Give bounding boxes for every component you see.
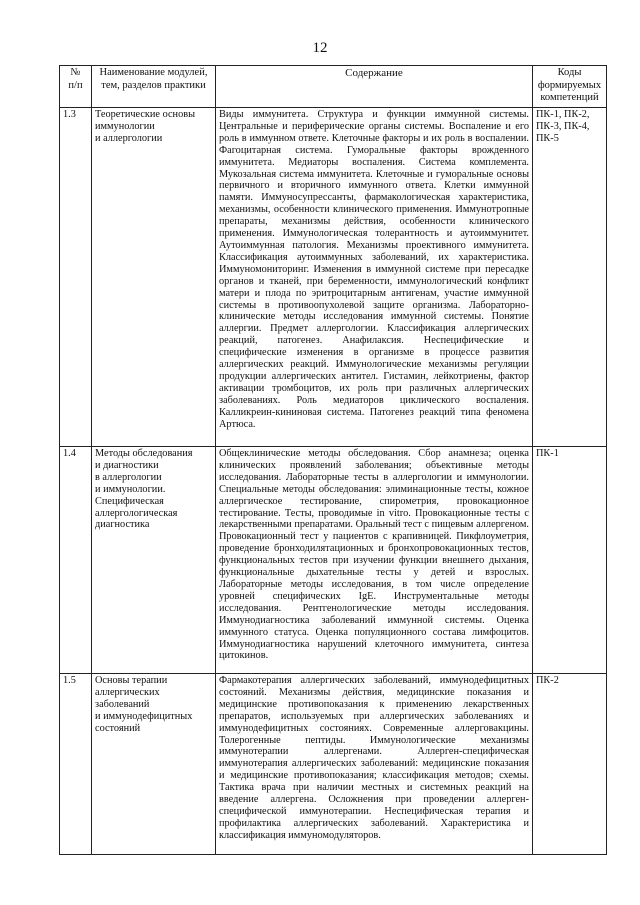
row-module-name	[92, 108, 216, 447]
module-name-line: иммунологии	[95, 120, 155, 132]
header-name-line: тем, разделов практики	[101, 79, 206, 91]
table-header-row	[60, 66, 607, 108]
row-competency-codes	[533, 447, 607, 674]
module-name-line: аллергических	[95, 686, 160, 698]
header-module-name	[92, 66, 216, 108]
module-name-line: Методы обследования	[95, 448, 193, 459]
table-row	[60, 108, 607, 447]
row-competency-codes	[533, 108, 607, 447]
module-name-line: и иммунологии.	[95, 483, 166, 495]
code-line: ПК-1	[536, 448, 559, 459]
header-content: Содержание	[216, 66, 533, 108]
row-number: 1.5	[60, 674, 92, 855]
code-line: ПК-1, ПК-2,	[536, 109, 590, 120]
code-line: ПК-2	[536, 675, 559, 686]
header-codes-line: компетенций	[540, 92, 599, 103]
module-name-line: Специфическая	[95, 495, 164, 507]
module-name-line: в аллергологии	[95, 471, 162, 483]
header-codes-line: формируемых	[537, 79, 602, 91]
module-name-line: и диагностики	[95, 459, 159, 471]
page-number: 12	[312, 40, 328, 56]
curriculum-table	[59, 65, 607, 855]
header-competency-codes	[533, 66, 607, 108]
module-name-line: аллергологическая	[95, 507, 178, 519]
row-competency-codes	[533, 674, 607, 855]
module-name-line: и иммунодефицитных	[95, 710, 193, 722]
module-name-line: заболеваний	[95, 698, 150, 710]
row-content: Фармакотерапия аллергических заболеваний, иммунодефицитных состояний. Механизмы действия, медицинские показания и медицинские противопоказания к применению лекарственных препаратов, используемых при аллергических заболеваниях и иммунодефицитных состояниях. Современные аллерговакцины. Толерогенные пептиды. Иммунологические механизмы иммунотерапии аллергенами. Аллерген-специфическая иммунотерапия аллергических заболеваний: медицинские показания и медицинские противопоказания; классификация методов; схемы. Тактика врача при наличии местных и системных реакций на введение аллергена. Осложнения при проведении аллерген-специфической иммунотерапии. Неспецифическая терапия и профилактика аллергических заболеваний. Характеристика и классификация иммуномодуляторов.	[216, 674, 533, 855]
table-row	[60, 674, 607, 855]
row-module-name	[92, 674, 216, 855]
module-name-line: Теоретические основы	[95, 109, 195, 120]
row-number: 1.4	[60, 447, 92, 674]
row-content: Виды иммунитета. Структура и функции иммунной системы. Центральные и периферические органы системы. Воспаление и его роль в иммунном ответе. Клеточные факторы и их роль в воспалении. Фагоцитарная система. Гуморальные факторы врожденного иммунитета. Медиаторы воспаления. Система комплемента. Мукозальная система иммунитета. Клеточные и гуморальные основы первичного и вторичного иммунного ответа. Клетки иммунной памяти. Иммуносупрессанты, фармакологическая характеристика, механизмы, особенности клинического применения. Иммунотропные препараты, механизмы действия, особенности клинического применения. Иммунологическая толерантность и аутоиммунитет. Аутоиммунная патология. Механизмы проективного иммунитета. Классификация аутоиммунных заболеваний, их характеристика. Иммуномониторинг. Изменения в иммунной системе при пересадке органов и тканей, при беременности, иммунологический конфликт матери и плода по эритроцитарным антигенам, участие иммунной системы в противоопухолевой защите организма. Лабораторно-клинические методы исследования иммунной системы. Понятие аллергии. Предмет аллергологии. Классификация аллергических реакций, патогенез. Анафилаксия. Неспецифические и специфические изменения в организме в процессе развития аллергических реакций. Иммунологические механизмы регуляции продукции аллергических антител. Гистамин, лейкотриены, фактор активации тромбоцитов, их роль при различных аллергических заболеваниях. Роль медиаторов циклического воспаления. Калликреин-кининовая система. Патогенез реакций типа феномена Артюса.	[216, 108, 533, 447]
header-number-line: п/п	[68, 79, 83, 91]
row-module-name	[92, 447, 216, 674]
header-codes-line: Коды	[557, 67, 582, 78]
code-line: ПК-5	[536, 132, 559, 144]
table-row	[60, 447, 607, 674]
header-name-line: Наименование модулей,	[99, 67, 208, 78]
header-number	[60, 66, 92, 108]
header-number-line: №	[70, 67, 81, 78]
row-number: 1.3	[60, 108, 92, 447]
module-name-line: и аллергологии	[95, 132, 163, 144]
module-name-line: Основы терапии	[95, 675, 168, 686]
module-name-line: диагностика	[95, 519, 150, 531]
row-content: Общеклинические методы обследования. Сбор анамнеза; оценка клинических проявлений заболевания; объективные методы исследования. Лабораторные тесты в аллергологии и иммунологии. Специальные методы обследования: элиминационные тесты, кожное аллергическое тестирование, спирометрия, провокационное тестирование. Тесты, проводимые in vitro. Провокационные тесты с лекарственными препаратами. Оральный тест с пищевым аллергеном. Провокационный тест у пациентов с крапивницей. Пикфлоуметрия, проведение бронходилятационных и бронхопровокационных тестов, функциональных тестов при изучении функции внешнего дыхания, функциональные дыхательные тесты у детей и взрослых. Лабораторные методы исследования, в том числе определение уровней специфических IgE. Инструментальные методы исследования. Рентгенологические методы исследования. Иммунодиагностика заболеваний иммунной системы. Оценка иммунного статуса. Оценка популяционного состава лимфоцитов. Иммунодиагностика нарушений клеточного иммунитета, синтеза цитокинов.	[216, 447, 533, 674]
module-name-line: состояний	[95, 722, 141, 734]
code-line: ПК-3, ПК-4,	[536, 120, 590, 132]
